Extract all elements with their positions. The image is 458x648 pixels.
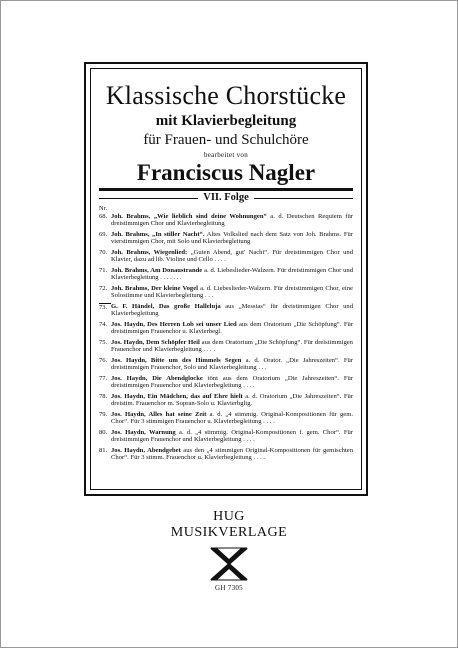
entry-work-title: Jos. Haydn, Abendgebet — [111, 447, 181, 454]
cover-subtitle: mit Klavierbegleitung — [155, 113, 297, 129]
entry-number: 81. — [99, 447, 108, 454]
entry-number: 69. — [99, 231, 108, 238]
entry-work-title: Jos. Haydn, Des Herren Lob sei unser Lied — [111, 321, 237, 328]
entry-number: 70. — [99, 249, 108, 256]
entry-work-title: Jos. Haydn, Ein Mädchen, das auf Ehre hielt — [111, 393, 243, 400]
entry-description: a. d. „4 stimmig. Original-Kompositionen f. gem. Chor“. Für dreistimmigen Frauenchor und Klavierbegleitung . . . . — [111, 429, 353, 444]
series-label: VII. Folge — [203, 192, 249, 203]
entry-work-title: Jos. Haydn, Bitte um des Himmels Segen — [111, 357, 242, 364]
entry-number: 75. — [99, 339, 108, 346]
entry-text — [111, 447, 353, 462]
entry-number: 74. — [99, 321, 108, 328]
entry-description: tönt aus dem Oratorium „Die Jahreszeiten“. Für dreistimmigen Frauenchor und Klavierbegleitung . . . . — [111, 375, 353, 390]
entry-work-title: Jos. Haydn, Dem Schöpfer Heil — [111, 339, 200, 346]
entry-text — [111, 393, 353, 408]
list-item — [99, 321, 353, 336]
list-item — [99, 303, 353, 318]
entry-number: 68. — [99, 213, 108, 220]
publisher-name-line-1: HUG — [213, 509, 245, 524]
entry-work-title: G. F. Händel, Das große Halleluja — [111, 303, 221, 310]
entry-number: 80. — [99, 429, 108, 436]
entry-number: 71. — [99, 267, 108, 274]
entry-number: 73. — [99, 303, 111, 318]
arranger-label: bearbeitet von — [203, 151, 249, 159]
entry-text — [111, 303, 353, 318]
list-item — [99, 339, 353, 354]
list-item — [99, 375, 353, 390]
entry-description: a. d. Liebeslieder-Walzern. Für dreistimmigen Chor und Klavierbegleitung . . . . . . . — [111, 267, 353, 282]
entry-text — [111, 231, 353, 246]
entry-text — [111, 357, 353, 372]
publisher-name-line-2: MUSIKVERLAGE — [170, 525, 288, 540]
entry-text — [111, 213, 353, 228]
catalog-number: GH 7305 — [215, 584, 243, 592]
entry-work-title: Joh. Brahms, Der kleine Vogel — [111, 285, 198, 292]
cover-title: Klassische Chorstücke — [105, 81, 347, 110]
entry-description: „Guten Abend, gut' Nacht“. Für dreistimmigen Chor und Klavier, dazu ad lib. Violine und Cello . . . . — [111, 249, 353, 264]
entry-number: 78. — [99, 393, 108, 400]
title-frame-inner — [90, 68, 362, 490]
hug-logo-icon — [209, 546, 249, 582]
entry-description: aus dem Oratorium „Die Schöpfung“. Für dreistimmigen Frauenchor u. Klavierbegl. — [111, 321, 353, 336]
entry-text — [111, 285, 353, 300]
list-item — [99, 429, 353, 444]
entry-description: Altes Volkslied nach dem Satz von Joh. Brahms. Für vierstimmigen Chor, mit Solo und Klavierbegleitung — [111, 231, 353, 246]
entry-description: aus „Messias“ für dreistimmigen Chor und Klavierbegleitung — [111, 303, 354, 318]
list-item — [99, 249, 353, 264]
list-item — [99, 393, 353, 408]
divider-left — [99, 198, 198, 199]
list-item — [99, 231, 353, 246]
entry-description: a. d. Deutschen Requiem für dreistimmigen Chor und Klavierbegleitung — [111, 213, 353, 228]
entry-text — [111, 375, 353, 390]
series-row — [99, 192, 353, 204]
list-item — [99, 411, 353, 426]
title-frame — [84, 62, 368, 496]
divider-thick — [99, 188, 353, 191]
entry-text — [111, 249, 353, 264]
number-column-header: Nr. — [99, 205, 108, 212]
list-item — [99, 447, 353, 462]
entry-work-title: Joh. Brahms, „In stiller Nacht“. — [111, 231, 205, 238]
list-item — [99, 267, 353, 282]
entry-description: aus dem Oratorium „Die Schöpfung“. Für dreistimmigen Frauenchor und Klavierbegleitung . . . . — [111, 339, 353, 354]
entry-description: a. d. Liebeslieder-Walzern. Für dreistimmigen Chor, eine Solostimme und Klavierbegleitung . . . — [111, 285, 353, 300]
entry-text — [111, 411, 353, 426]
entry-number: 76. — [99, 357, 108, 364]
entry-number: 77. — [99, 375, 108, 382]
entry-number: 79. — [99, 411, 108, 418]
entry-text — [111, 267, 353, 282]
divider-right — [254, 198, 353, 199]
entry-text — [111, 429, 353, 444]
entry-work-title: Joh. Brahms, Am Donaustrande — [111, 267, 203, 274]
entry-work-title: Joh. Brahms, „Wie lieblich sind deine Wohnungen“ — [111, 213, 267, 220]
entry-work-title: Jos. Haydn, Alles hat seine Zeit — [111, 411, 207, 418]
entry-description: aus den „4 stimmigen Original-Kompositionen für gemischten Chor“. Für 3 stimm. Frauenchor u. Klavierbegleitung . . . . — [111, 447, 353, 462]
entry-work-title: Jos. Haydn, Die Abendglocke — [111, 375, 203, 382]
list-item — [99, 357, 353, 372]
entry-text — [111, 321, 353, 336]
entry-number: 72. — [99, 285, 108, 292]
entry-description: a. d. Orator. „Die Jahreszeiten“. Für dreistimmigen Frauenchor, Solo und Klavierbegleitung . . . — [111, 357, 353, 372]
entry-description: a. d. Oratorium „Die Jahreszeiten“. Für dreistim. Frauenchor m. Sopran-Solo u. Klavierbgltg. — [111, 393, 353, 408]
contents-list — [99, 213, 353, 462]
entry-work-title: Joh. Brahms, Wiegenlied: — [111, 249, 188, 256]
list-item — [99, 285, 353, 300]
entry-text — [111, 339, 353, 354]
entry-description: a. d. „4 stimmig. Original-Kompositionen für gem. Chor“. Für 3 stimmigen Frauenchor u. Klavierbegleitung . . . . — [111, 411, 353, 426]
entry-work-title: Jos. Haydn, Warnung — [111, 429, 176, 436]
arranger-name: Franciscus Nagler — [136, 160, 316, 185]
list-item — [99, 213, 353, 228]
publisher-block — [1, 509, 457, 593]
cover-subtitle-2: für Frauen- und Schulchöre — [143, 132, 309, 148]
